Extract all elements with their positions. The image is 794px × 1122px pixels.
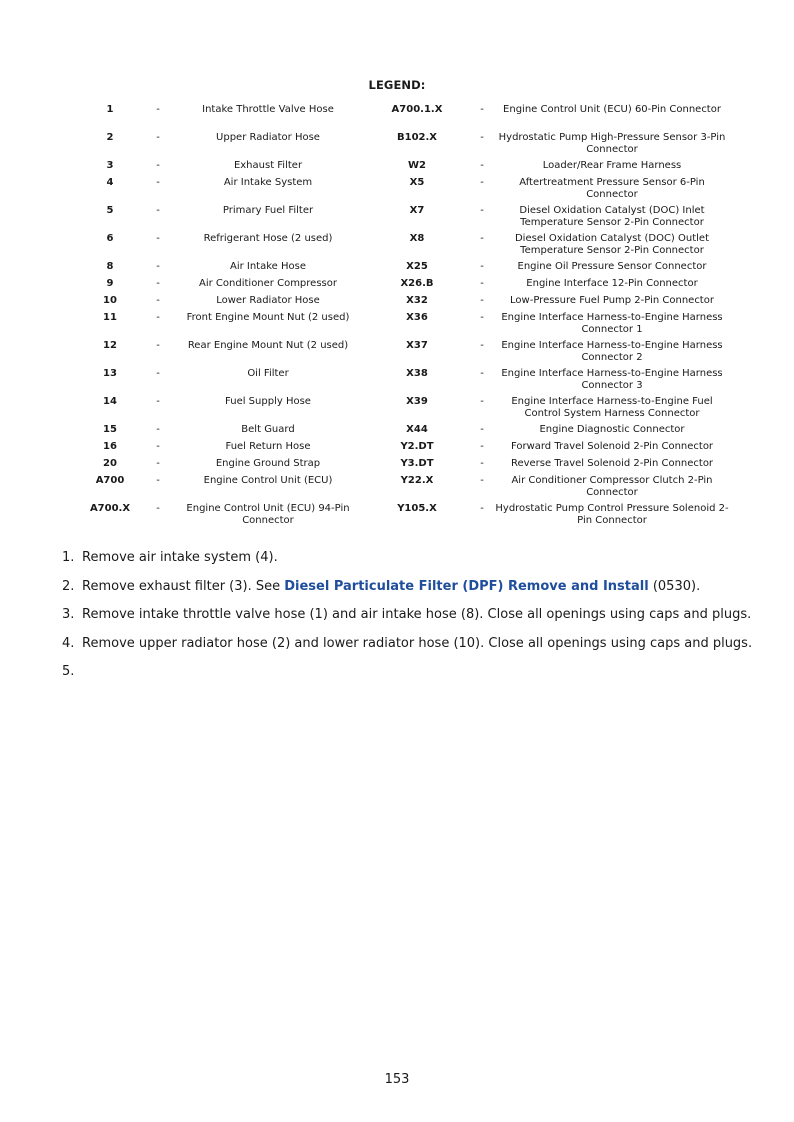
legend-dash: - xyxy=(156,312,160,323)
legend-row xyxy=(78,295,732,312)
legend-description: Hydrostatic Pump High-Pressure Sensor 3-Pin Connector xyxy=(498,132,726,155)
step-number: 1. xyxy=(62,550,75,565)
legend-dash: - xyxy=(156,104,160,115)
legend-dash: - xyxy=(156,368,160,379)
legend-row xyxy=(78,475,732,503)
legend-code: 12 xyxy=(103,340,117,351)
legend-description: Engine Oil Pressure Sensor Connector xyxy=(517,261,707,272)
legend-code: 8 xyxy=(106,261,114,272)
legend-description: Engine Interface Harness-to-Engine Fuel Control System Harness Connector xyxy=(511,396,713,419)
legend-row xyxy=(78,368,732,396)
legend-description: Engine Interface Harness-to-Engine Harness Connector 1 xyxy=(501,312,723,335)
legend-row xyxy=(78,104,732,132)
legend-code: X38 xyxy=(406,368,428,379)
legend-code: A700.X xyxy=(89,503,131,514)
step-number: 5. xyxy=(62,664,75,679)
step-text-before: Remove exhaust filter (3). See xyxy=(82,578,285,594)
legend-dash: - xyxy=(156,424,160,435)
legend-description: Engine Ground Strap xyxy=(215,458,321,469)
legend-description: Fuel Supply Hose xyxy=(225,396,311,407)
legend-code: X26.B xyxy=(400,278,434,289)
legend-code: X8 xyxy=(409,233,425,244)
legend-description: Low-Pressure Fuel Pump 2-Pin Connector xyxy=(510,295,714,306)
legend-row xyxy=(78,233,732,261)
legend-dash: - xyxy=(480,160,484,171)
legend-code: 9 xyxy=(106,278,114,289)
legend-dash: - xyxy=(156,233,160,244)
legend-description: Air Conditioner Compressor Clutch 2-Pin Connector xyxy=(511,475,713,498)
legend-code: Y105.X xyxy=(397,503,437,514)
legend-dash: - xyxy=(480,295,484,306)
legend-row xyxy=(78,441,732,458)
legend-description: Engine Control Unit (ECU) xyxy=(203,475,333,486)
legend-description: Diesel Oxidation Catalyst (DOC) Inlet Temperature Sensor 2-Pin Connector xyxy=(519,205,705,228)
legend-code: A700.1.X xyxy=(391,104,443,115)
legend-code: 15 xyxy=(103,424,117,435)
legend-dash: - xyxy=(480,458,484,469)
legend-code: A700 xyxy=(95,475,125,486)
legend-description: Air Intake System xyxy=(223,177,313,188)
legend-row xyxy=(78,177,732,205)
legend-code: X5 xyxy=(409,177,425,188)
legend-description: Intake Throttle Valve Hose xyxy=(202,104,334,115)
legend-code: 11 xyxy=(103,312,117,323)
legend-dash: - xyxy=(156,205,160,216)
legend-dash: - xyxy=(480,278,484,289)
step-1 xyxy=(62,549,752,578)
legend-dash: - xyxy=(480,104,484,115)
legend-code: Y22.X xyxy=(400,475,434,486)
legend-code: W2 xyxy=(408,160,426,171)
legend-dash: - xyxy=(156,475,160,486)
legend-description: Engine Interface Harness-to-Engine Harness Connector 2 xyxy=(501,340,723,363)
step-4 xyxy=(62,635,752,664)
legend-dash: - xyxy=(480,424,484,435)
legend-dash: - xyxy=(480,475,484,486)
legend-dash: - xyxy=(156,295,160,306)
legend-code: X32 xyxy=(406,295,428,306)
step-text: Remove air intake system (4). xyxy=(82,550,278,565)
legend-dash: - xyxy=(480,233,484,244)
legend-dash: - xyxy=(480,205,484,216)
legend-description: Air Conditioner Compressor xyxy=(199,278,337,289)
legend-dash: - xyxy=(156,160,160,171)
legend-description: Air Intake Hose xyxy=(229,261,306,272)
legend-description: Engine Control Unit (ECU) 94-Pin Connector xyxy=(186,503,350,526)
page-number: 153 xyxy=(384,1072,410,1087)
legend-description: Front Engine Mount Nut (2 used) xyxy=(186,312,350,323)
legend-dash: - xyxy=(156,441,160,452)
legend-dash: - xyxy=(156,458,160,469)
legend-row xyxy=(78,312,732,340)
legend-description: Diesel Oxidation Catalyst (DOC) Outlet Temperature Sensor 2-Pin Connector xyxy=(514,233,709,256)
legend-dash: - xyxy=(156,132,160,143)
legend-code: 14 xyxy=(103,396,117,407)
legend-dash: - xyxy=(156,340,160,351)
step-5 xyxy=(62,663,752,692)
legend-description: Hydrostatic Pump Control Pressure Solenoid 2-Pin Connector xyxy=(495,503,729,526)
legend-description: Engine Interface Harness-to-Engine Harness Connector 3 xyxy=(501,368,723,391)
step-3 xyxy=(62,606,752,635)
step-number: 4. xyxy=(62,635,75,651)
legend-dash: - xyxy=(156,261,160,272)
legend-description: Primary Fuel Filter xyxy=(222,205,314,216)
legend-row xyxy=(78,160,732,177)
procedure-steps xyxy=(62,549,752,692)
legend-row xyxy=(78,132,732,160)
legend-description: Aftertreatment Pressure Sensor 6-Pin Connector xyxy=(519,177,705,200)
legend-row xyxy=(78,205,732,233)
legend-code: 4 xyxy=(106,177,114,188)
legend-code: 3 xyxy=(106,160,114,171)
legend-dash: - xyxy=(156,396,160,407)
legend-code: X37 xyxy=(406,340,428,351)
step-text: Remove upper radiator hose (2) and lower radiator hose (10). Close all openings using caps and plugs. xyxy=(82,635,753,651)
legend-description: Reverse Travel Solenoid 2-Pin Connector xyxy=(510,458,714,469)
legend-row xyxy=(78,503,732,531)
legend-code: X25 xyxy=(406,261,428,272)
legend-description: Forward Travel Solenoid 2-Pin Connector xyxy=(510,441,714,452)
legend-table xyxy=(78,104,732,531)
legend-row xyxy=(78,424,732,441)
legend-row xyxy=(78,458,732,475)
step-text: Remove intake throttle valve hose (1) and air intake hose (8). Close all openings using caps and plugs. xyxy=(82,607,752,622)
legend-description: Engine Control Unit (ECU) 60-Pin Connector xyxy=(503,104,721,115)
legend-dash: - xyxy=(480,441,484,452)
dpf-remove-install-link[interactable]: Diesel Particulate Filter (DPF) Remove and Install xyxy=(284,578,649,594)
legend-code: B102.X xyxy=(396,132,437,143)
legend-dash: - xyxy=(480,368,484,379)
legend-description: Lower Radiator Hose xyxy=(216,295,320,306)
legend-row xyxy=(78,396,732,424)
legend-description: Rear Engine Mount Nut (2 used) xyxy=(187,340,349,351)
legend-code: 1 xyxy=(106,104,114,115)
legend-description: Engine Diagnostic Connector xyxy=(539,424,685,435)
legend-dash: - xyxy=(480,340,484,351)
legend-description: Loader/Rear Frame Harness xyxy=(542,160,682,171)
legend-code: Y3.DT xyxy=(400,458,434,469)
legend-description: Oil Filter xyxy=(247,368,289,379)
step-number: 2. xyxy=(62,578,75,594)
legend-code: 6 xyxy=(106,233,114,244)
legend-description: Refrigerant Hose (2 used) xyxy=(203,233,333,244)
legend-title: LEGEND: xyxy=(368,78,426,92)
legend-dash: - xyxy=(480,396,484,407)
legend-code: 16 xyxy=(103,441,117,452)
legend-code: X7 xyxy=(409,205,425,216)
legend-row xyxy=(78,340,732,368)
legend-dash: - xyxy=(480,261,484,272)
legend-dash: - xyxy=(480,312,484,323)
legend-dash: - xyxy=(156,278,160,289)
legend-dash: - xyxy=(480,503,484,514)
step-text-after: (0530). xyxy=(648,578,701,594)
legend-code: 20 xyxy=(103,458,117,469)
step-text xyxy=(82,663,752,692)
legend-code: Y2.DT xyxy=(400,441,434,452)
legend-description: Fuel Return Hose xyxy=(225,441,311,452)
legend-dash: - xyxy=(480,177,484,188)
step-text xyxy=(82,578,752,607)
step-number: 3. xyxy=(62,607,75,622)
legend-dash: - xyxy=(156,177,160,188)
legend-row xyxy=(78,278,732,295)
legend-code: X36 xyxy=(406,312,428,323)
step-2 xyxy=(62,578,752,607)
legend-description: Belt Guard xyxy=(241,424,295,435)
legend-description: Engine Interface 12-Pin Connector xyxy=(526,278,698,289)
legend-description: Upper Radiator Hose xyxy=(216,132,320,143)
legend-dash: - xyxy=(480,132,484,143)
legend-code: 13 xyxy=(103,368,117,379)
legend-dash: - xyxy=(156,503,160,514)
legend-code: X39 xyxy=(406,396,428,407)
legend-description: Exhaust Filter xyxy=(233,160,303,171)
legend-code: 5 xyxy=(106,205,114,216)
legend-code: 2 xyxy=(106,132,114,143)
legend-code: X44 xyxy=(406,424,428,435)
legend-row xyxy=(78,261,732,278)
legend-code: 10 xyxy=(103,295,117,306)
